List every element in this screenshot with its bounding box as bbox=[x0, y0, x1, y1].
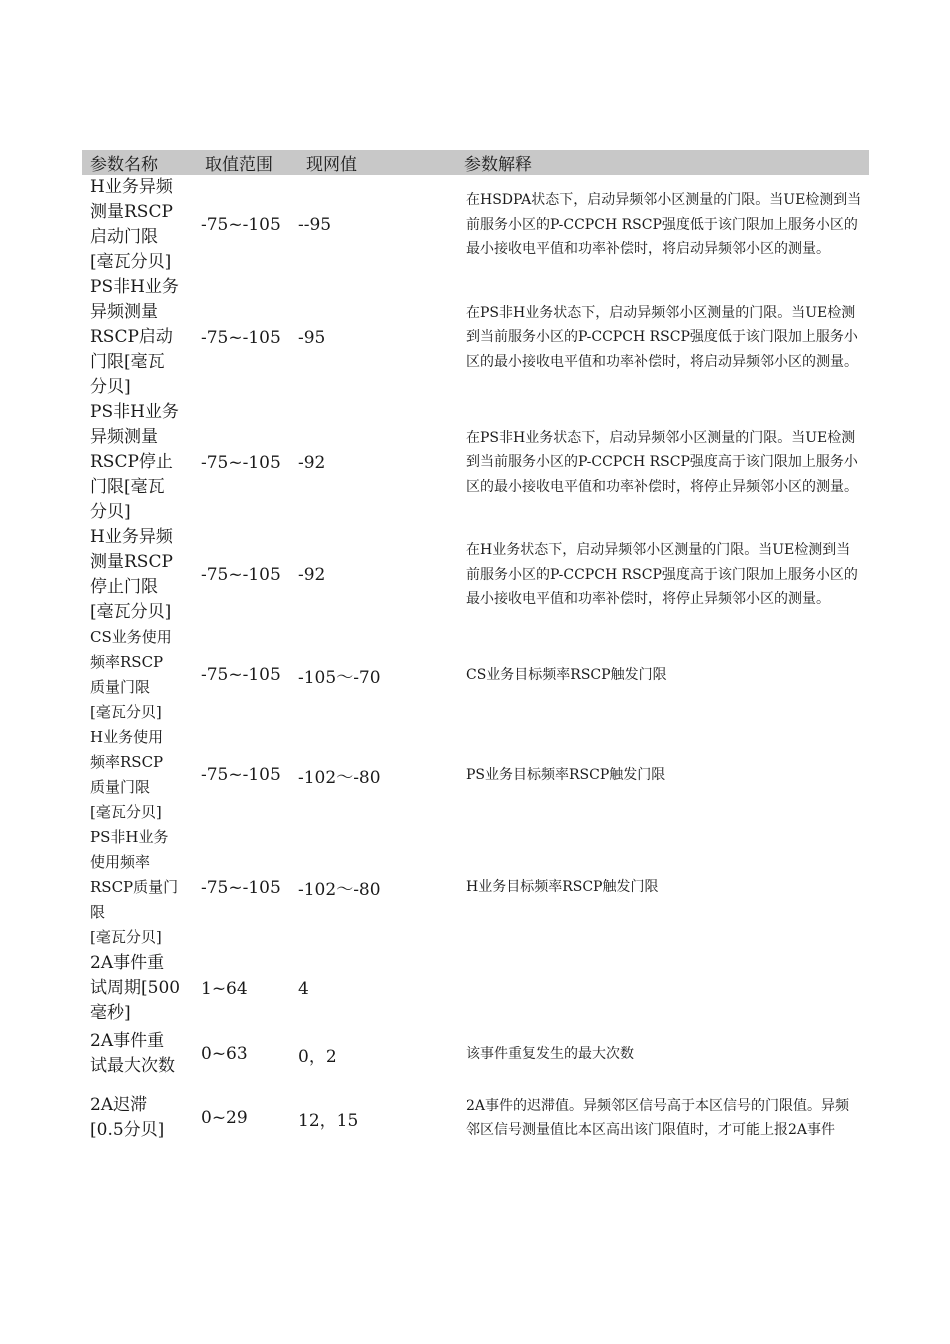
param-name: PS非H业务 使用频率 RSCP质量门 限 [毫瓦分贝] bbox=[90, 828, 179, 946]
param-desc: H业务目标频率RSCP触发门限 bbox=[466, 879, 659, 896]
param-value: --95 bbox=[298, 215, 332, 235]
table-row bbox=[82, 725, 869, 825]
table-row bbox=[82, 525, 869, 625]
param-value: -92 bbox=[298, 452, 326, 473]
param-desc: 在PS非H业务状态下，启动异频邻小区测量的门限。当UE检测到当前服务小区的P-CCPCH RSCP强度低于该门限加上服务小区的最小接收电平值和功率补偿时，将启动异频邻小区的测量。 bbox=[466, 304, 858, 370]
param-range: 1~64 bbox=[201, 978, 248, 999]
param-value: 12，15 bbox=[298, 1110, 359, 1131]
table-row bbox=[82, 400, 869, 525]
param-value: -92 bbox=[298, 565, 326, 585]
param-value: -95 bbox=[298, 327, 326, 348]
param-desc: 在HSDPA状态下，启动异频邻小区测量的门限。当UE检测到当前服务小区的P-CCPCH RSCP强度低于该门限加上服务小区的最小接收电平值和功率补偿时，将启动异频邻小区的测量。 bbox=[466, 192, 862, 258]
param-desc: 在PS非H业务状态下，启动异频邻小区测量的门限。当UE检测到当前服务小区的P-CCPCH RSCP强度高于该门限加上服务小区的最小接收电平值和功率补偿时，将停止异频邻小区的测量。 bbox=[466, 429, 858, 495]
param-desc: PS业务目标频率RSCP触发门限 bbox=[466, 766, 666, 783]
table-row bbox=[82, 1081, 869, 1155]
table-row bbox=[82, 1027, 869, 1081]
param-name: 2A迟滞 [0.5分贝] bbox=[90, 1095, 165, 1140]
table-row bbox=[82, 175, 869, 275]
param-value: -105～-70 bbox=[298, 667, 381, 688]
header-param-name: 参数名称 bbox=[82, 150, 197, 175]
param-desc: 该事件重复发生的最大次数 bbox=[466, 1045, 634, 1062]
param-name: PS非H业务 异频测量 RSCP启动 门限[毫瓦 分贝] bbox=[90, 277, 179, 397]
param-range: 0~63 bbox=[201, 1044, 248, 1064]
param-value: 0，2 bbox=[298, 1046, 337, 1067]
param-range: -75~-105 bbox=[201, 327, 281, 348]
table-row bbox=[82, 625, 869, 725]
header-current-value: 现网值 bbox=[298, 150, 456, 175]
param-name: H业务使用 频率RSCP 质量门限 [毫瓦分贝] bbox=[90, 728, 164, 821]
param-desc: CS业务目标频率RSCP触发门限 bbox=[466, 666, 667, 683]
header-value-range: 取值范围 bbox=[197, 150, 298, 175]
param-name: 2A事件重 试最大次数 bbox=[90, 1031, 175, 1076]
param-value: -102～-80 bbox=[298, 767, 381, 788]
table-row bbox=[82, 275, 869, 400]
param-range: -75~-105 bbox=[201, 452, 281, 473]
param-range: -75~-105 bbox=[201, 765, 281, 785]
param-name: PS非H业务 异频测量 RSCP停止 门限[毫瓦 分贝] bbox=[90, 402, 179, 522]
param-desc bbox=[456, 950, 869, 1027]
param-name: 2A事件重 试周期[500 毫秒] bbox=[90, 953, 181, 1023]
param-range: -75~-105 bbox=[201, 665, 281, 685]
param-name: H业务异频 测量RSCP 启动门限 [毫瓦分贝] bbox=[90, 177, 173, 272]
param-name: H业务异频 测量RSCP 停止门限 [毫瓦分贝] bbox=[90, 527, 173, 622]
table-row bbox=[82, 825, 869, 950]
param-range: -75~-105 bbox=[201, 565, 281, 585]
param-desc: 在H业务状态下，启动异频邻小区测量的门限。当UE检测到当前服务小区的P-CCPCH RSCP强度高于该门限加上服务小区的最小接收电平值和功率补偿时，将停止异频邻小区的测量。 bbox=[466, 542, 858, 608]
header-param-desc: 参数解释 bbox=[456, 150, 869, 175]
param-name: CS业务使用 频率RSCP 质量门限 [毫瓦分贝] bbox=[90, 628, 172, 721]
param-range: -75~-105 bbox=[201, 215, 281, 235]
param-desc: 2A事件的迟滞值。异频邻区信号高于本区信号的门限值。异频邻区信号测量值比本区高出该门限值时，才可能上报2A事件 bbox=[466, 1097, 850, 1138]
table-row bbox=[82, 950, 869, 1027]
param-value: 4 bbox=[298, 978, 309, 999]
param-range: 0~29 bbox=[201, 1108, 248, 1128]
param-value: -102～-80 bbox=[298, 880, 381, 900]
param-range: -75~-105 bbox=[201, 877, 281, 898]
parameter-table bbox=[82, 150, 869, 1155]
table-header-row bbox=[82, 150, 869, 175]
